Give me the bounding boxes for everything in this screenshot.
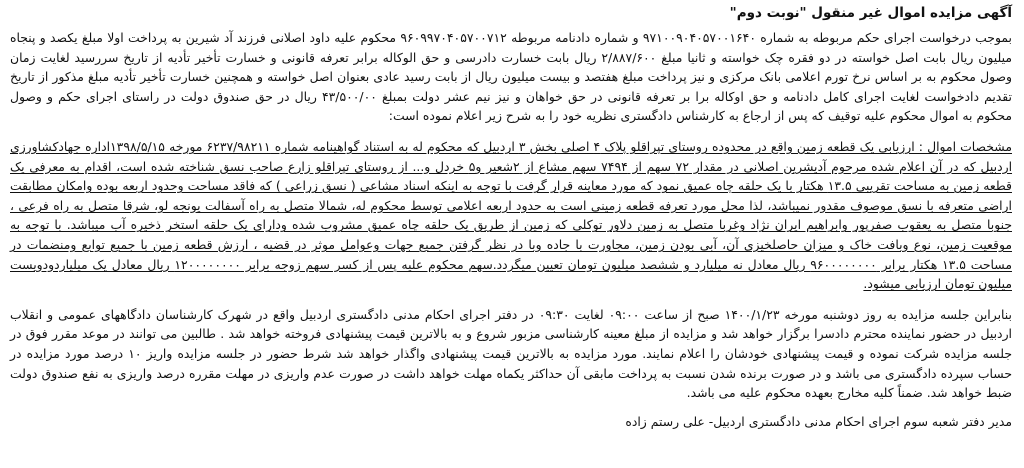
intro-paragraph: بموجب درخواست اجرای حکم مربوطه به شماره ۹۷۱۰۰۹۰۴۰۵۷۰۰۱۶۴۰ و شماره دادنامه مربوطه ۹۶۰۹۹۷۰۴۰۵۷۰۰۷۱۲ محکوم علیه داود اصلانی فرزند آد شیرین به پرداخت اولا مبلغ یکصد و پنجاه میلیون ریال بابت اصل خواسته در دو فقره چک خواسته و ثانیا مبلغ ۲/۸۸۷/۶۰۰ ریال بابت خسارت دادرسی و حق الوکاله برابر تعرفه قانونی و خسارت تأخیر تأدیه از تاریخ سررسید لغایت زمان وصول محکوم به بر اساس نرخ تورم اعلامی بانک مرکزی و نیز پرداخت مبلغ هفتصد و بیست میلیون ریال از بابت رسید عادی بعنوان اصل خواسته و همچنین خسارت تأخیر تأدیه مبلغ مذکور از تاریخ تقدیم دادخواست لغایت اجرای کامل دادنامه و حق اوکاله برا بر تعرفه قانونی در حق خواهان و نیز نیم عشر دولت بمبلغ ۴۳/۵۰۰/۰۰ ریال در حق صندوق دولت در راستای اجرای حکم و وصول محکوم به اموال محکوم علیه توقیف که پس از ارجاع به کارشناس دادگستری نظریه خود را به شرح زیر اعلام نموده است: <box>10 30 1013 124</box>
paragraph-gap <box>10 126 1012 137</box>
notice-title: آگهی مزایده اموال غیر منقول "نوبت دوم" <box>729 5 1012 21</box>
property-specs-paragraph: مشخصات اموال : ارزیابی یک قطعه زمین واقع در محدوده روستای تپراقلو پلاک ۴ اصلی بخش ۳ اردبیل که محکوم له به استناد گواهینامه شماره ۶۲۳۷/۹۸۲۱۱ مورخه ۱۳۹۸/۵/۱۵اداره جهادکشاورزی اردبیل که در آن اعلام شده مرحوم آدیشرین اصلانی در مقدار ۷۲ سهم از ۷۴۹۴ سهم مشاع از ۲شعیر و۵ خردل و... از روستای تپراقلو زارع صاحب نسق شناخته شده است، اقدام به معرفی یک قطعه زمین به مساحت تقریبی ۱۳.۵ هکتار با یک حلقه چاه عمیق نمود که مورد معاینه قرار گرفت با توجه به اینکه اسناد مشاعی ( نسق زراعی ) که فاقد مساحت وحدود اربعه بوده وامکان مطابقت اراضی متعرفه با نسق موصوف مقدور نمیباشد، لذا محل مورد تعرفه قطعه زمینی است به حدود اربعه اعلامی توسط محکوم له، شمالا متصل به راه آسفالت یونجه لو، شرقا متصل به راه فرعی ، جنوبا متصل به یعقوب صفرپور وابراهیم ایران نژاد وغربا متصل به زمین دلاور توکلی که زمین از طریق یک حلقه چاه عمیق مشروب شده ودارای یک حلقه استخر ذخیره آب میباشد. با توجه به موقعیت زمین، نوع وبافت خاک و میزان حاصلخیزی آن، آبی بودن زمین، مجاورت با جاده وبا در نظر گرفتن جمیع جهات وعوامل موثر در قضیه ، ارزش قطعه زمین با جمیع توابع ومنضمات در مساحت ۱۳.۵ هکتار برابر ۹۶۰۰۰۰۰۰۰۰ ریال معادل نه میلیارد و ششصد میلیون تومان تعیین میگردد.سهم محکوم علیه پس از کسر سهم زوجه برابر ۱۲۰۰۰۰۰۰۰۰ ریال معادل یک میلیاردودویست میلیون تومان ارزیابی میشود. <box>10 138 1013 292</box>
signature-line: مدیر دفتر شعبه سوم اجرای احکام مدنی دادگستری اردبیل- علی رستم زاده <box>625 413 1012 429</box>
auction-details-paragraph: بنابراین جلسه مزایده به روز دوشنبه مورخه ۱۴۰۰/۱/۲۳ صبح از ساعت ۰۹:۰۰ لغایت ۰۹:۳۰ در دفتر اجرای احکام مدنی دادگستری اردبیل واقع در شهرک کارشناسان دادگاههای عمومی و انقلاب اردبیل در حضور نماینده محترم دادسرا برگزار خواهد شد و مزایده از مبلغ معینه کارشناسی مزبور شروع و به بالاترین قیمت پیشنهادی فروخته خواهد شد . طالبین می توانند در موعد مقرر فوق در جلسه مزایده شرکت نموده و قیمت پیشنهادی خودشان را اعلام نمایند. مورد مزایده به بالاترین قیمت پیشنهادی واگذار خواهد شد شرط حضور در جلسه مزایده واریز ۱۰ درصد مورد مزایده در حساب سپرده دادگستری می باشد و در صورت برنده شدن نسبت به پرداخت مابقی آن حداکثر یکماه مهلت خواهد داشت در صورت عدم واریزی در مهلت مقرره درصد واریزی به نفع صندوق دولت ضبط خواهد شد. ضمناً کلیه مخارج بعهده محکوم علیه می باشد. <box>10 306 1012 401</box>
paragraph-gap <box>10 294 1012 305</box>
